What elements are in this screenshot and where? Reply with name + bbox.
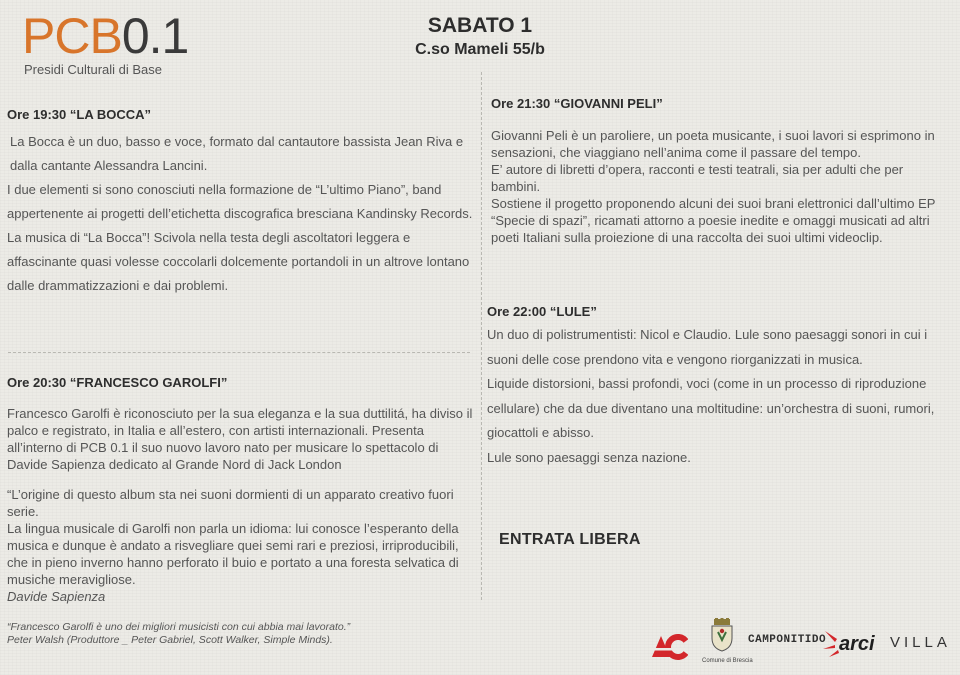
event-paragraph: Francesco Garolfi è riconosciuto per la sua eleganza e la sua duttilitá, ha diviso il palco e registrato, in Italia e all’estero, con artisti internazionali. Presenta all’interno di PCB 0.1 il suo nuovo lavoro nato per musicare lo spettacolo di Davide Sapienza dedicato al Grande Nord di Jack London — [7, 406, 473, 472]
event-paragraph: Sostiene il progetto proponendo alcuni dei suoi brani elettronici dall’ultimo EP “Specie di spazi”, ricamati attorno a poesie inedite e omaggi musicati ad altri poeti Italiani sulla proiezione di una raccolta dei suoi ultimi videoclip. — [491, 196, 936, 245]
quote-author: Davide Sapienza — [7, 589, 106, 604]
event-paragraph: Giovanni Peli è un paroliere, un poeta musicante, i suoi lavori si esprimono in sensazioni, che viaggiano nell’anima come il passare del tempo. — [491, 128, 935, 160]
logo-text-version: 0.1 — [121, 8, 189, 64]
arci-text: arci — [839, 633, 875, 655]
event-giovanni-peli — [491, 96, 951, 246]
event-la-bocca — [7, 107, 477, 298]
event-description — [487, 323, 947, 470]
event-paragraph: La Bocca è un duo, basso e voce, formato dal cantautore bassista Jean Riva e dalla cantante Alessandra Lancini. — [10, 134, 464, 173]
ac-logo — [650, 631, 688, 661]
event-paragraph: La musica di “La Bocca”! Scivola nella testa degli ascoltatori leggera e affascinante quasi volesse coccolarli dolcemente portandoli in un altrove lontano dalle drammatizzazioni e dai problemi. — [7, 230, 470, 293]
testimonial-author: Peter Walsh (Produttore _ Peter Gabriel, Scott Walker, Simple Minds). — [7, 634, 333, 646]
logo-text-pcb: PCB — [22, 8, 122, 64]
comune-di-brescia-logo — [702, 618, 753, 664]
pcb-logo — [22, 10, 188, 62]
event-title: Ore 19:30 “LA BOCCA” — [7, 107, 151, 122]
event-francesco-garolfi — [7, 375, 477, 647]
event-description — [7, 130, 477, 298]
quote-block — [7, 486, 477, 605]
event-paragraph: Un duo di polistrumentisti: Nicol e Claudio. Lule sono paesaggi sonori in cui i suoni delle cose prendono vita e vengono riorganizzati in musica. — [487, 327, 928, 367]
brescia-caption: Comune di Brescia — [702, 658, 753, 664]
testimonial-quote: “Francesco Garolfi è uno dei migliori musicisti con cui abbia mai lavorato.” — [7, 621, 351, 633]
testimonial — [7, 621, 477, 647]
event-paragraph: E’ autore di libretti d’opera, racconti e testi teatrali, sia per adulti che per bambini. — [491, 162, 904, 194]
villa-logo: VILLA — [890, 634, 951, 651]
camponitido-logo: CAMPONITIDO — [748, 634, 827, 646]
event-title: Ore 20:30 “FRANCESCO GAROLFI” — [7, 375, 228, 390]
event-title: Ore 21:30 “GIOVANNI PELI” — [491, 96, 663, 111]
event-description — [7, 405, 477, 647]
event-address: C.so Mameli 55/b — [415, 41, 545, 58]
event-lule — [487, 304, 947, 470]
event-description — [491, 127, 951, 246]
event-day: SABATO 1 — [427, 14, 533, 37]
event-paragraph: I due elementi si sono conosciuti nella formazione de “L’ultimo Piano”, band appertenente ai progetti dell’etichetta discografica bresciana Kandinsky Records. — [7, 182, 473, 221]
event-paragraph: Lule sono paesaggi senza nazione. — [487, 449, 691, 465]
section-divider — [8, 352, 470, 353]
quote-line: La lingua musicale di Garolfi non parla un idioma: lui conosce l’esperanto della musica e dunque è andato a risvegliare quei semi rari e preziosi, irriproducibili, che in pieno inverno hanno perforato il buio e portato a una foresta selvatica di musiche meravigliose. — [7, 521, 459, 587]
logo-subtitle: Presidi Culturali di Base — [24, 62, 163, 77]
column-divider — [481, 72, 482, 600]
free-entry-notice: ENTRATA LIBERA — [499, 531, 641, 548]
quote-line: “L’origine di questo album sta nei suoni dormienti di un apparato creativo fuori serie. — [7, 487, 454, 519]
event-title: Ore 22:00 “LULE” — [487, 304, 597, 319]
event-paragraph: Liquide distorsioni, bassi profondi, voci (come in un processo di riproduzione cellulare) che da due diventano una moltitudine: un’orchestra di suoni, rumori, giocattoli e abisso. — [487, 376, 935, 440]
arci-logo — [822, 626, 880, 660]
coat-of-arms-icon — [709, 618, 735, 652]
